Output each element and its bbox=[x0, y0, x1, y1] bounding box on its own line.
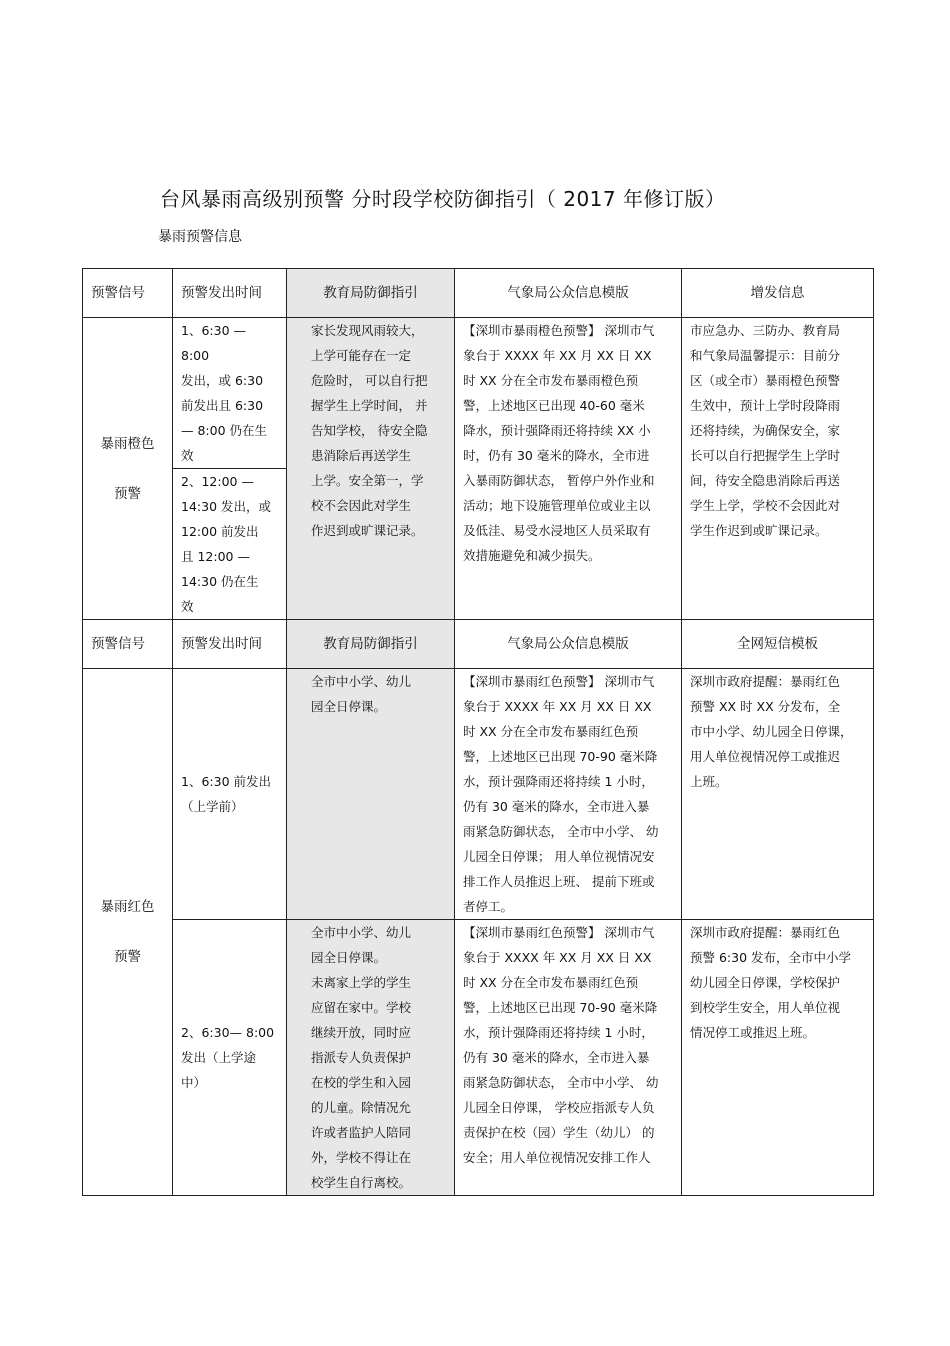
sms-template-red-2: 深圳市政府提醒：暴雨红色 预警 6:30 发布，全市中小学 幼儿园全日停课，学校保护 到校学生安全，用人单位视 情况停工或推迟上班。 bbox=[682, 920, 874, 1196]
header-edu-guide: 教育局防御指引 bbox=[287, 620, 455, 669]
red-warning-table bbox=[82, 619, 874, 1196]
edu-guide-red-2: 全市中小学、幼儿 园全日停课。 未离家上学的学生 应留在家中。学校 继续开放，同时应 指派专人负责保护 在校的学生和入园 的儿童。除情况允 许或者监护人陪同 外，学校不得让在 校学生自行离校。 bbox=[287, 920, 455, 1196]
table-row bbox=[83, 669, 874, 920]
table-header-row bbox=[83, 620, 874, 669]
table-row bbox=[83, 920, 874, 1196]
time-slot-2: 2、6:30— 8:00 发出（上学途 中） bbox=[173, 920, 287, 1196]
orange-warning-table bbox=[82, 268, 874, 620]
signal-red: 暴雨红色 预警 bbox=[83, 669, 173, 1196]
sms-template-red-1: 深圳市政府提醒：暴雨红色 预警 XX 时 XX 分发布，全 市中小学、幼儿园全日停课， 用人单位视情况停工或推迟 上班。 bbox=[682, 669, 874, 920]
table-row bbox=[83, 318, 874, 469]
weather-template-red-2: 【深圳市暴雨红色预警】 深圳市气 象台于 XXXX 年 XX 月 XX 日 XX 时 XX 分在全市发布暴雨红色预 警，上述地区已出现 70-90 毫米降 水，预计强降雨还将持续 1 小时， 仍有 30 毫米的降水，全市进入暴 雨紧急防御状态， 全市中小学、 幼 儿园全日停课， 学校应指派专人负 责保护在校（园）学生（幼儿） 的 安全；用人单位视情况安排工作人 bbox=[455, 920, 682, 1196]
header-signal: 预警信号 bbox=[83, 620, 173, 669]
header-weather-template: 气象局公众信息模版 bbox=[455, 269, 682, 318]
time-slot-2: 2、12:00 — 14:30 发出，或 12:00 前发出 且 12:00 — 14:30 仍在生 效 bbox=[173, 469, 287, 620]
weather-template-red-1: 【深圳市暴雨红色预警】 深圳市气 象台于 XXXX 年 XX 月 XX 日 XX 时 XX 分在全市发布暴雨红色预 警，上述地区已出现 70-90 毫米降 水，预计强降雨还将持续 1 小时， 仍有 30 毫米的降水，全市进入暴 雨紧急防御状态， 全市中小学、 幼 儿园全日停课； 用人单位视情况安 排工作人员推迟上班、 提前下班或 者停工。 bbox=[455, 669, 682, 920]
page-title: 台风暴雨高级别预警 分时段学校防御指引（ 2017 年修订版） bbox=[160, 187, 726, 211]
table-header-row bbox=[83, 269, 874, 318]
section-subtitle: 暴雨预警信息 bbox=[158, 229, 242, 245]
header-edu-guide: 教育局防御指引 bbox=[287, 269, 455, 318]
signal-orange: 暴雨橙色 预警 bbox=[83, 318, 173, 620]
header-weather-template: 气象局公众信息模版 bbox=[455, 620, 682, 669]
header-sms-template: 全网短信模板 bbox=[682, 620, 874, 669]
header-time: 预警发出时间 bbox=[173, 620, 287, 669]
time-slot-1: 1、6:30 前发出 （上学前） bbox=[173, 669, 287, 920]
header-signal: 预警信号 bbox=[83, 269, 173, 318]
header-extra-info: 增发信息 bbox=[682, 269, 874, 318]
edu-guide-red-1: 全市中小学、幼儿 园全日停课。 bbox=[287, 669, 455, 920]
time-slot-1: 1、6:30 — 8:00 发出，或 6:30 前发出且 6:30 — 8:00 仍在生 效 bbox=[173, 318, 287, 469]
extra-info-orange: 市应急办、三防办、教育局 和气象局温馨提示：目前分 区（或全市）暴雨橙色预警 生效中，预计上学时段降雨 还将持续，为确保安全，家 长可以自行把握学生上学时 间，待安全隐患消除后再送 学生上学，学校不会因此对 学生作迟到或旷课记录。 bbox=[682, 318, 874, 620]
weather-template-orange: 【深圳市暴雨橙色预警】 深圳市气 象台于 XXXX 年 XX 月 XX 日 XX 时 XX 分在全市发布暴雨橙色预 警，上述地区已出现 40-60 毫米 降水，预计强降雨还将持续 XX 小 时，仍有 30 毫米的降水，全市进 入暴雨防御状态， 暂停户外作业和 活动；地下设施管理单位或业主以 及低洼、易受水浸地区人员采取有 效措施避免和减少损失。 bbox=[455, 318, 682, 620]
edu-guide-orange: 家长发现风雨较大， 上学可能存在一定 危险时， 可以自行把 握学生上学时间， 并 告知学校， 待安全隐 患消除后再送学生 上学。安全第一，学 校不会因此对学生 作迟到或旷课记录。 bbox=[287, 318, 455, 620]
header-time: 预警发出时间 bbox=[173, 269, 287, 318]
